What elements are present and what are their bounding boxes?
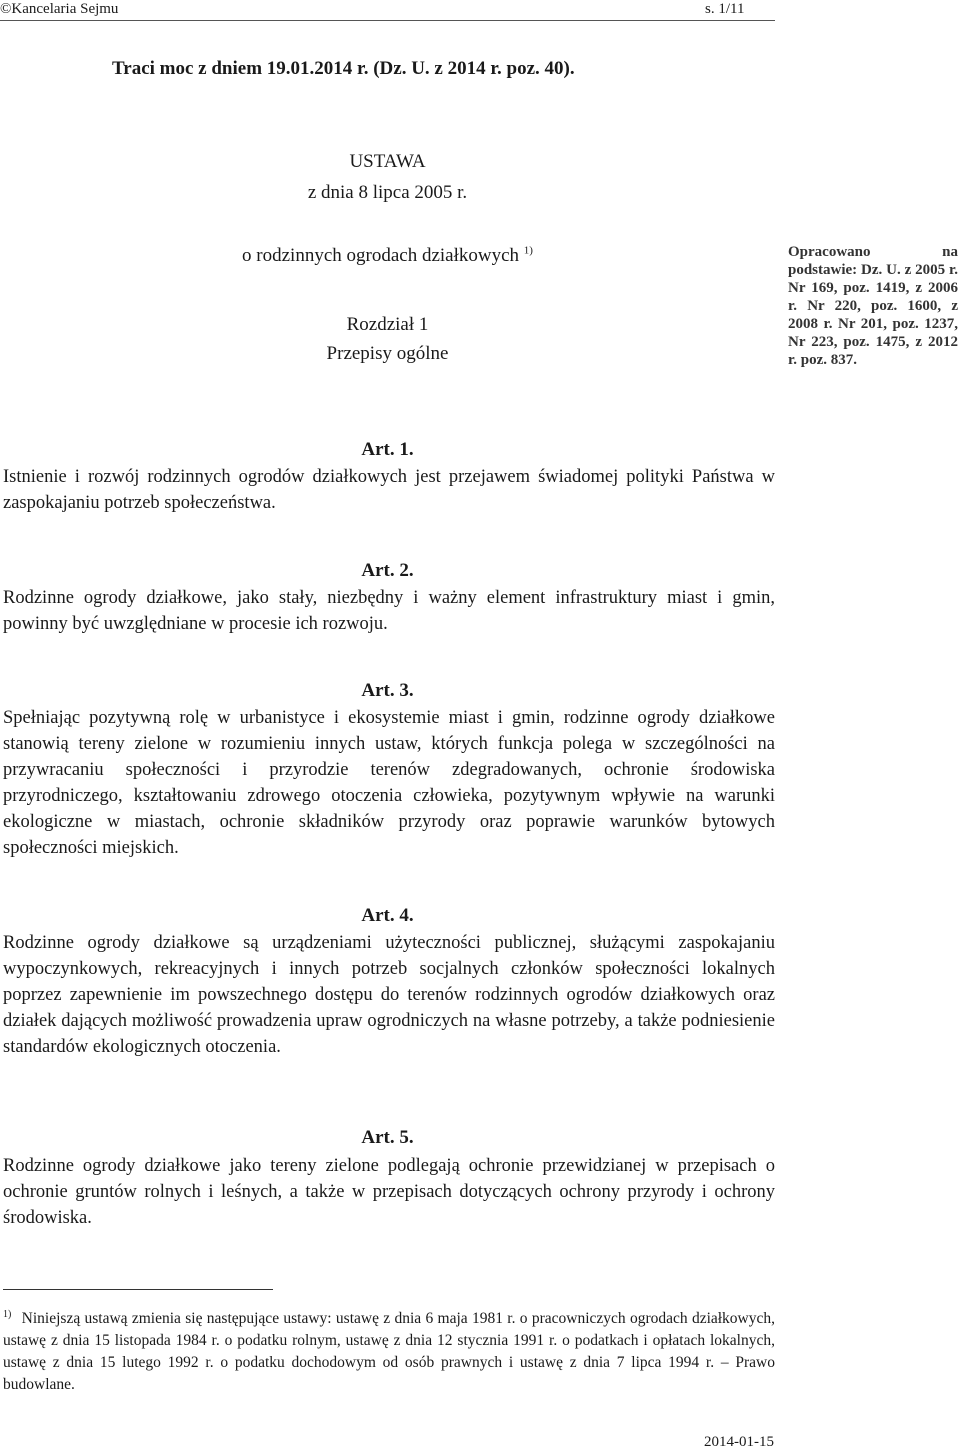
repeal-notice: Traci moc z dniem 19.01.2014 r. (Dz. U. z 2014 r. poz. 40). [112, 58, 575, 79]
article-4-text: Rodzinne ogrody działkowe są urządzeniami użyteczności publicznej, służącymi zaspokajaniu wypoczynkowych, rekreacyjnych i innych potrzeb socjalnych członków społeczności lokalnych poprzez zapewnienie im powszechnego dostępu do terenów rodzinnych ogrodów działkowych oraz działek dających możliwość prowadzenia upraw ogrodniczych na własne potrzeby, a także podniesienie standardów ekologicznych otoczenia. [3, 933, 775, 1057]
article-5-label: Art. 5. [361, 1127, 414, 1148]
article-4-label: Art. 4. [361, 905, 414, 926]
header-divider [0, 20, 775, 21]
article-1-text: Istnienie i rozwój rodzinnych ogrodów działkowych jest przejawem świadomej polityki Państwa w zaspokajaniu potrzeb społeczeństwa. [3, 467, 775, 513]
chapter-number: Rozdział 1 [346, 314, 429, 335]
article-2-label: Art. 2. [361, 560, 414, 581]
footnote-reference: 1) [523, 244, 533, 257]
article-5-text: Rodzinne ogrody działkowe jako tereny zielone podlegają ochronie przewidzianej w przepisach o ochronie gruntów rolnych i leśnych, a także w przepisach dotyczących ochrony przyrody i ochrony środowiska. [3, 1156, 775, 1228]
chapter-title: Przepisy ogólne [326, 343, 449, 364]
header-copyright: ©Kancelaria Sejmu [0, 1, 119, 17]
act-date: z dnia 8 lipca 2005 r. [307, 182, 468, 203]
footnote-divider [3, 1289, 273, 1290]
act-subject-text: o rodzinnych ogrodach działkowych [242, 245, 520, 266]
article-2-text: Rodzinne ogrody działkowe, jako stały, niezbędny i ważny element infrastruktury miast i gmin, powinny być uwzględniane w procesie ich rozwoju. [3, 588, 775, 634]
footnote-mark: 1) [3, 1308, 12, 1320]
article-3-label: Art. 3. [361, 680, 414, 701]
article-3-text: Spełniając pozytywną rolę w urbanistyce i ekosystemie miast i gmin, rodzinne ogrody działkowe stanowią tereny zielone w rozumieniu innych ustaw, których funkcja polega w szczególności na przywracaniu społeczności i przyrodzie terenów zdegradowanych, ochronie środowiska przyrodniczego, kształtowaniu zdrowego otoczenia człowieka, pozytywnym wpływie na warunki ekologiczne w miastach, ochronie składników przyrody oraz poprawie warunków bytowych społeczności miejskich. [3, 708, 775, 858]
side-note-sources: Opracowano na podstawie: Dz. U. z 2005 r. Nr 169, poz. 1419, z 2006 r. Nr 220, poz. 1600, z 2008 r. Nr 201, poz. 1237, Nr 223, poz. 1475, z 2012 r. poz. 837. [788, 244, 958, 368]
article-1-label: Art. 1. [361, 439, 414, 460]
act-type: USTAWA [349, 151, 426, 172]
footnote [3, 1308, 775, 1396]
header-page-number: s. 1/11 [705, 1, 745, 17]
act-subject [0, 243, 775, 269]
footnote-text: Niniejszą ustawą zmienia się następujące ustawy: ustawę z dnia 6 maja 1981 r. o pracowniczych ogrodach działkowych, ustawę z dnia 15 listopada 1984 r. o podatku rolnym, ustawę z dnia 12 stycznia 1991 r. o podatkach i opłatach lokalnych, ustawę z dnia 15 lutego 1992 r. o podatku dochodowym od osób prawnych i ustawę z dnia 7 lipca 1994 r. – Prawo budowlane. [3, 1310, 776, 1393]
footer-date: 2014-01-15 [704, 1434, 774, 1450]
